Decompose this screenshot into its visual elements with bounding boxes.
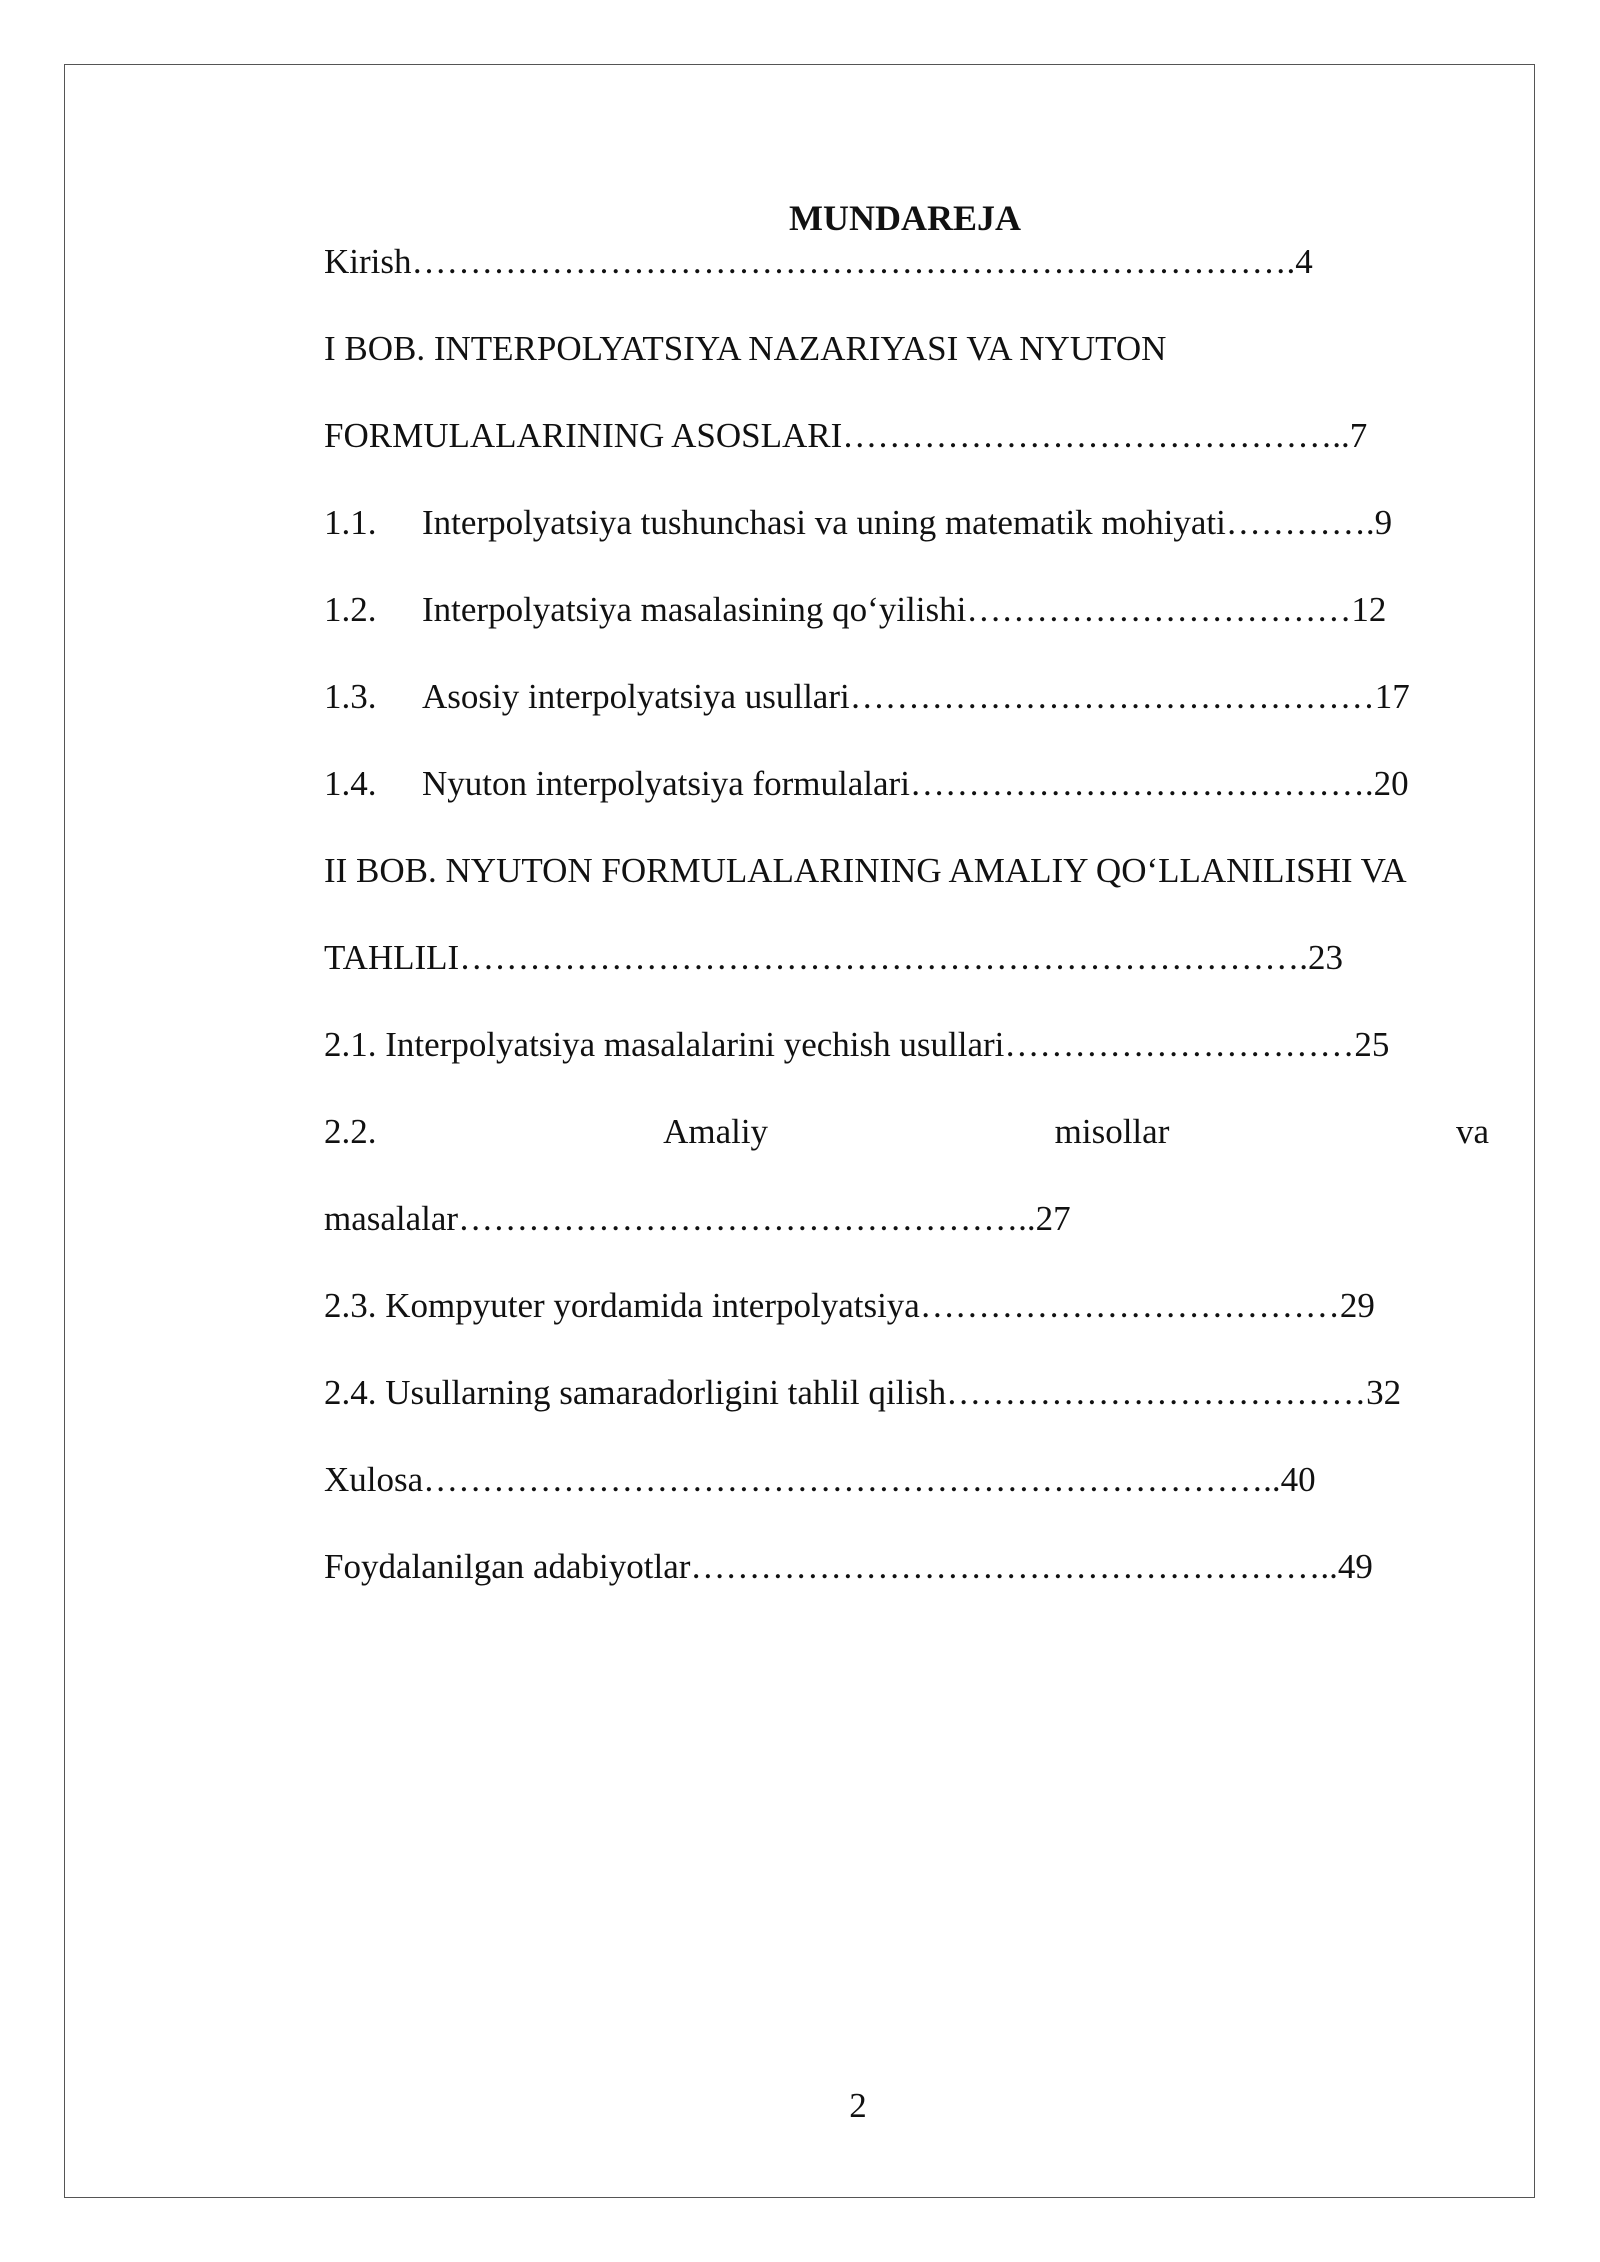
toc-entry-1-1[interactable] (324, 499, 1489, 586)
table-of-contents (324, 238, 1489, 1630)
page-number: 2 (849, 2086, 867, 2125)
toc-entry-text: II BOB. NYUTON FORMULALARINING AMALIY QO‘LLANILISHI VA (324, 851, 1407, 890)
toc-chapter-1-heading-cont[interactable] (324, 412, 1489, 499)
toc-entry-text: I BOB. INTERPOLYATSIYA NAZARIYASI VA NYUTON (324, 329, 1167, 368)
toc-chapter-2-heading[interactable] (324, 847, 1489, 934)
toc-entry-text: 2.4. Usullarning samaradorligini tahlil qilish………………………………32 (324, 1373, 1402, 1412)
toc-entry-text: Interpolyatsiya masalasining qo‘yilishi……………………………12 (422, 590, 1387, 629)
toc-entry-text: 2.1. Interpolyatsiya masalalarini yechish usullari…………………………25 (324, 1025, 1390, 1064)
section-number: 1.4. (324, 764, 377, 803)
toc-chapter-1-heading[interactable] (324, 325, 1489, 412)
toc-entry-1-3[interactable] (324, 673, 1489, 760)
toc-word: va (1455, 1112, 1489, 1151)
toc-entry-1-2[interactable] (324, 586, 1489, 673)
section-number: 1.1. (324, 503, 377, 542)
toc-entry-1-4[interactable] (324, 760, 1489, 847)
toc-entry-2-1[interactable] (324, 1021, 1489, 1108)
toc-entry-text: Asosiy interpolyatsiya usullari………………………………………17 (422, 677, 1410, 716)
toc-word: 2.2. (324, 1112, 377, 1151)
toc-entry-text: Kirish………………………………………………………………….4 (324, 242, 1313, 281)
toc-entry-2-2[interactable] (324, 1108, 1489, 1195)
page-title: MUNDAREJA (789, 198, 1021, 238)
toc-entry-text: Foydalanilgan adabiyotlar………………………………………………..49 (324, 1547, 1373, 1586)
toc-entry-text: Xulosa………………………………………………………………..40 (324, 1460, 1316, 1499)
toc-entry-text: Nyuton interpolyatsiya formulalari………………………………….20 (422, 764, 1409, 803)
toc-entry-conclusion[interactable] (324, 1456, 1489, 1543)
toc-entry-text: FORMULALARINING ASOSLARI……………………………………..7 (324, 416, 1368, 455)
toc-entry-text: 2.3. Kompyuter yordamida interpolyatsiya………………………………29 (324, 1286, 1375, 1325)
toc-chapter-2-heading-cont[interactable] (324, 934, 1489, 1021)
section-number: 1.2. (324, 590, 377, 629)
toc-entry-text: Interpolyatsiya tushunchasi va uning matematik mohiyati………….9 (422, 503, 1393, 542)
toc-entry-text: masalalar…………………………………………..27 (324, 1199, 1071, 1238)
toc-entry-references[interactable] (324, 1543, 1489, 1630)
toc-entry-introduction[interactable] (324, 238, 1489, 325)
section-number: 1.3. (324, 677, 377, 716)
toc-entry-2-3[interactable] (324, 1282, 1489, 1369)
toc-entry-text: TAHLILI……………………………………………………………….23 (324, 938, 1343, 977)
toc-word: misollar (1054, 1112, 1170, 1151)
toc-word: Amaliy (663, 1112, 769, 1151)
toc-entry-2-2-cont[interactable] (324, 1195, 1489, 1282)
toc-entry-2-4[interactable] (324, 1369, 1489, 1456)
